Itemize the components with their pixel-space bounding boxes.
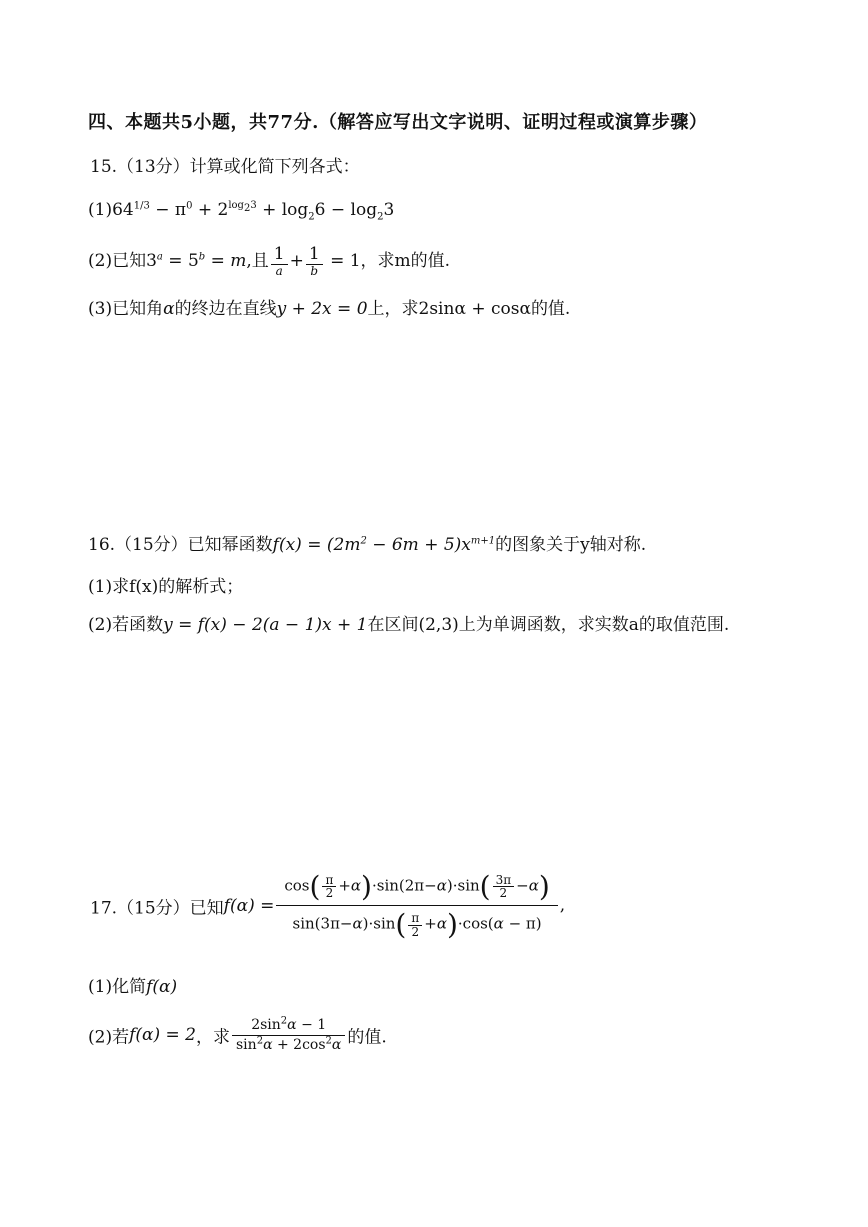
q15-part1-expr: $64^{1/3} - \pi^0 + 2^{log_23} + \log_26 - \log_23$ bbox=[112, 200, 395, 223]
q15-part2-prefix: 已知 bbox=[112, 251, 147, 272]
q15-part1 bbox=[88, 200, 395, 223]
q15-part2-frac-a: $\frac{1}{a}$ bbox=[271, 246, 288, 277]
q17-part2 bbox=[88, 1016, 387, 1054]
q16-stem-a: 16.（15分）已知幂函数 bbox=[88, 535, 273, 555]
q16-part2-func: y = f(x) − 2(a − 1)x + 1 bbox=[163, 615, 368, 635]
q15-stem: 15.（13分）计算或化简下列各式： bbox=[90, 157, 360, 177]
q15-part3-text-b: 的终边在直线 bbox=[174, 299, 277, 319]
q15-part2: (2)已知$3^a = 5^b = m$,且 $\frac{1}{a}$ + $\frac{1}{b}$ = 1，求m的值. bbox=[88, 244, 451, 278]
q16-part2-b: 在区间(2,3)上为单调函数，求实数a的取值范围. bbox=[367, 615, 730, 635]
q15-part3-text-c: 上，求 bbox=[367, 299, 419, 319]
q15-part3-text-a: 已知角 bbox=[112, 299, 164, 319]
q17-big-fraction: cos( $\frac{\pi}{2}$ +α)·sin(2π−α)·sin( $\frac{3\pi}{2}$ −α) sin(3π−α)·sin( $\frac{\pi}{2}$ +α)·cos(α − π) bbox=[276, 868, 557, 944]
q16-func: $f(x) = (2m^2 - 6m + 5)x^{m+1}$ bbox=[272, 535, 496, 555]
q16-stem-b: 的图象关于y轴对称. bbox=[495, 535, 647, 555]
q17-part1-a: (1)化简 bbox=[88, 977, 147, 997]
q15-part3-expr: 2sinα + cosα bbox=[418, 299, 531, 319]
q15-part3-label: (3) bbox=[88, 299, 113, 319]
q17-part2-cond: f(α) = 2 bbox=[129, 1025, 196, 1046]
q17-part1-b: f(α) bbox=[146, 977, 178, 997]
q17-part2-a: (2)若 bbox=[88, 1027, 130, 1048]
q17-part2-fraction: $\frac{2\sin^2\alpha - 1}{\sin^2\alpha + 2\cos^2\alpha}$ bbox=[232, 1016, 345, 1054]
q15-part3: (3)已知角α的终边在直线y + 2x = 0上，求2sinα + cosα的值. bbox=[88, 299, 571, 319]
q17-stem: 17.（15分）已知f(α) = cos( $\frac{\pi}{2}$ +α)·sin(2π−α)·sin( $\frac{3\pi}{2}$ −α) sin(3π−α)·sin( $\frac{\pi}{2}$ +α)·cos(α − π) , bbox=[90, 868, 565, 944]
q15-part1-label: (1) bbox=[88, 200, 113, 220]
q15-part2-label: (2) bbox=[88, 251, 113, 272]
q17-part2-b: ，求 bbox=[196, 1027, 230, 1048]
q15-part2-frac-b: $\frac{1}{b}$ bbox=[306, 246, 323, 277]
q16-part1: (1)求f(x)的解析式； bbox=[88, 577, 244, 597]
q15-part2-eq: $3^a = 5^b = m$ bbox=[146, 251, 247, 272]
q17-part2-c: 的值. bbox=[347, 1027, 387, 1048]
q15-part2-mid: ,且 bbox=[246, 251, 269, 272]
q16-stem bbox=[88, 530, 646, 555]
q15-part3-line: y + 2x = 0 bbox=[276, 299, 368, 319]
q16-part2-a: (2)若函数 bbox=[88, 615, 164, 635]
section-header: 四、本题共5小题，共77分.（解答应写出文字说明、证明过程或演算步骤） bbox=[88, 112, 708, 133]
q15-part2-suffix: ，求m的值. bbox=[360, 251, 451, 272]
q16-part2 bbox=[88, 610, 729, 635]
q17-stem-text: 17.（15分）已知 bbox=[90, 898, 224, 919]
q15-part3-text-d: 的值. bbox=[530, 299, 571, 319]
q17-part1 bbox=[88, 972, 177, 997]
